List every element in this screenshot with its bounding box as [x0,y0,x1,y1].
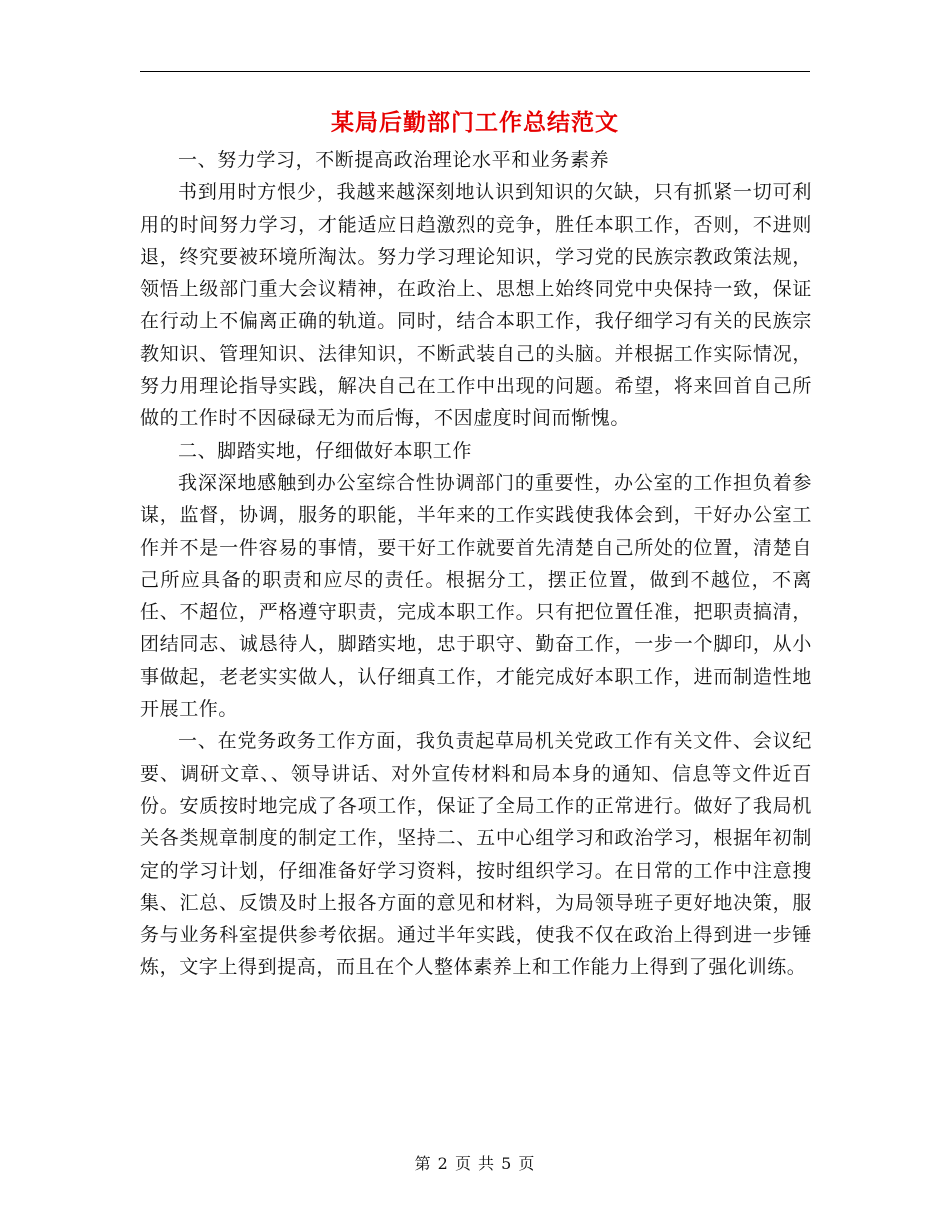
document-title: 某局后勤部门工作总结范文 [331,109,619,136]
document-body [140,144,812,984]
section-heading-duties: 二、脚踏实地，仔细做好本职工作 [178,439,473,462]
paragraph-study: 书到用时方恨少，我越来越深刻地认识到知识的欠缺，只有抓紧一切可利用的时间努力学习，才能适应日趋激烈的竞争，胜任本职工作，否则，不进则退，终究要被环境所淘汰。努力学习理论知识，学习党的民族宗教政策法规，领悟上级部门重大会议精神，在政治上、思想上始终同党中央保持一致，保证在行动上不偏离正确的轨道。同时，结合本职工作，我仔细学习有关的民族宗教知识、管理知识、法律知识，不断武装自己的头脑。并根据工作实际情况，努力用理论指导实践，解决自己在工作中出现的问题。希望，将来回首自己所做的工作时不因碌碌无为而后悔，不因虚度时间而惭愧。 [140,181,812,430]
page-number: 第 2 页 共 5 页 [414,1154,536,1173]
paragraph-duties: 我深深地感触到办公室综合性协调部门的重要性，办公室的工作担负着参谋，监督，协调，服务的职能，半年来的工作实践使我体会到，干好办公室工作并不是一件容易的事情，要干好工作就要首先清楚自己所处的位置，清楚自己所应具备的职责和应尽的责任。根据分工，摆正位置，做到不越位，不离任、不超位，严格遵守职责，完成本职工作。只有把位置任准，把职责搞清，团结同志、诚恳待人，脚踏实地，忠于职守、勤奋工作，一步一个脚印，从小事做起，老老实实做人，认仔细真工作，才能完成好本职工作，进而制造性地开展工作。 [140,471,812,721]
header-rule [140,71,810,72]
paragraph-party-affairs: 一、在党务政务工作方面，我负责起草局机关党政工作有关文件、会议纪要、调研文章、、领导讲话、对外宣传材料和局本身的通知、信息等文件近百份。安质按时地完成了各项工作，保证了全局工作的正常进行。做好了我局机关各类规章制度的制定工作，坚持二、五中心组学习和政治学习，根据年初制定的学习计划，仔细准备好学习资料，按时组织学习。在日常的工作中注意搜集、汇总、反馈及时上报各方面的意见和材料，为局领导班子更好地决策，服务与业务科室提供参考依据。通过半年实践，使我不仅在政治上得到进一步锤炼，文字上得到提高，而且在个人整体素养上和工作能力上得到了强化训练。 [140,730,812,979]
section-heading-study: 一、努力学习，不断提高政治理论水平和业务素养 [178,149,610,171]
